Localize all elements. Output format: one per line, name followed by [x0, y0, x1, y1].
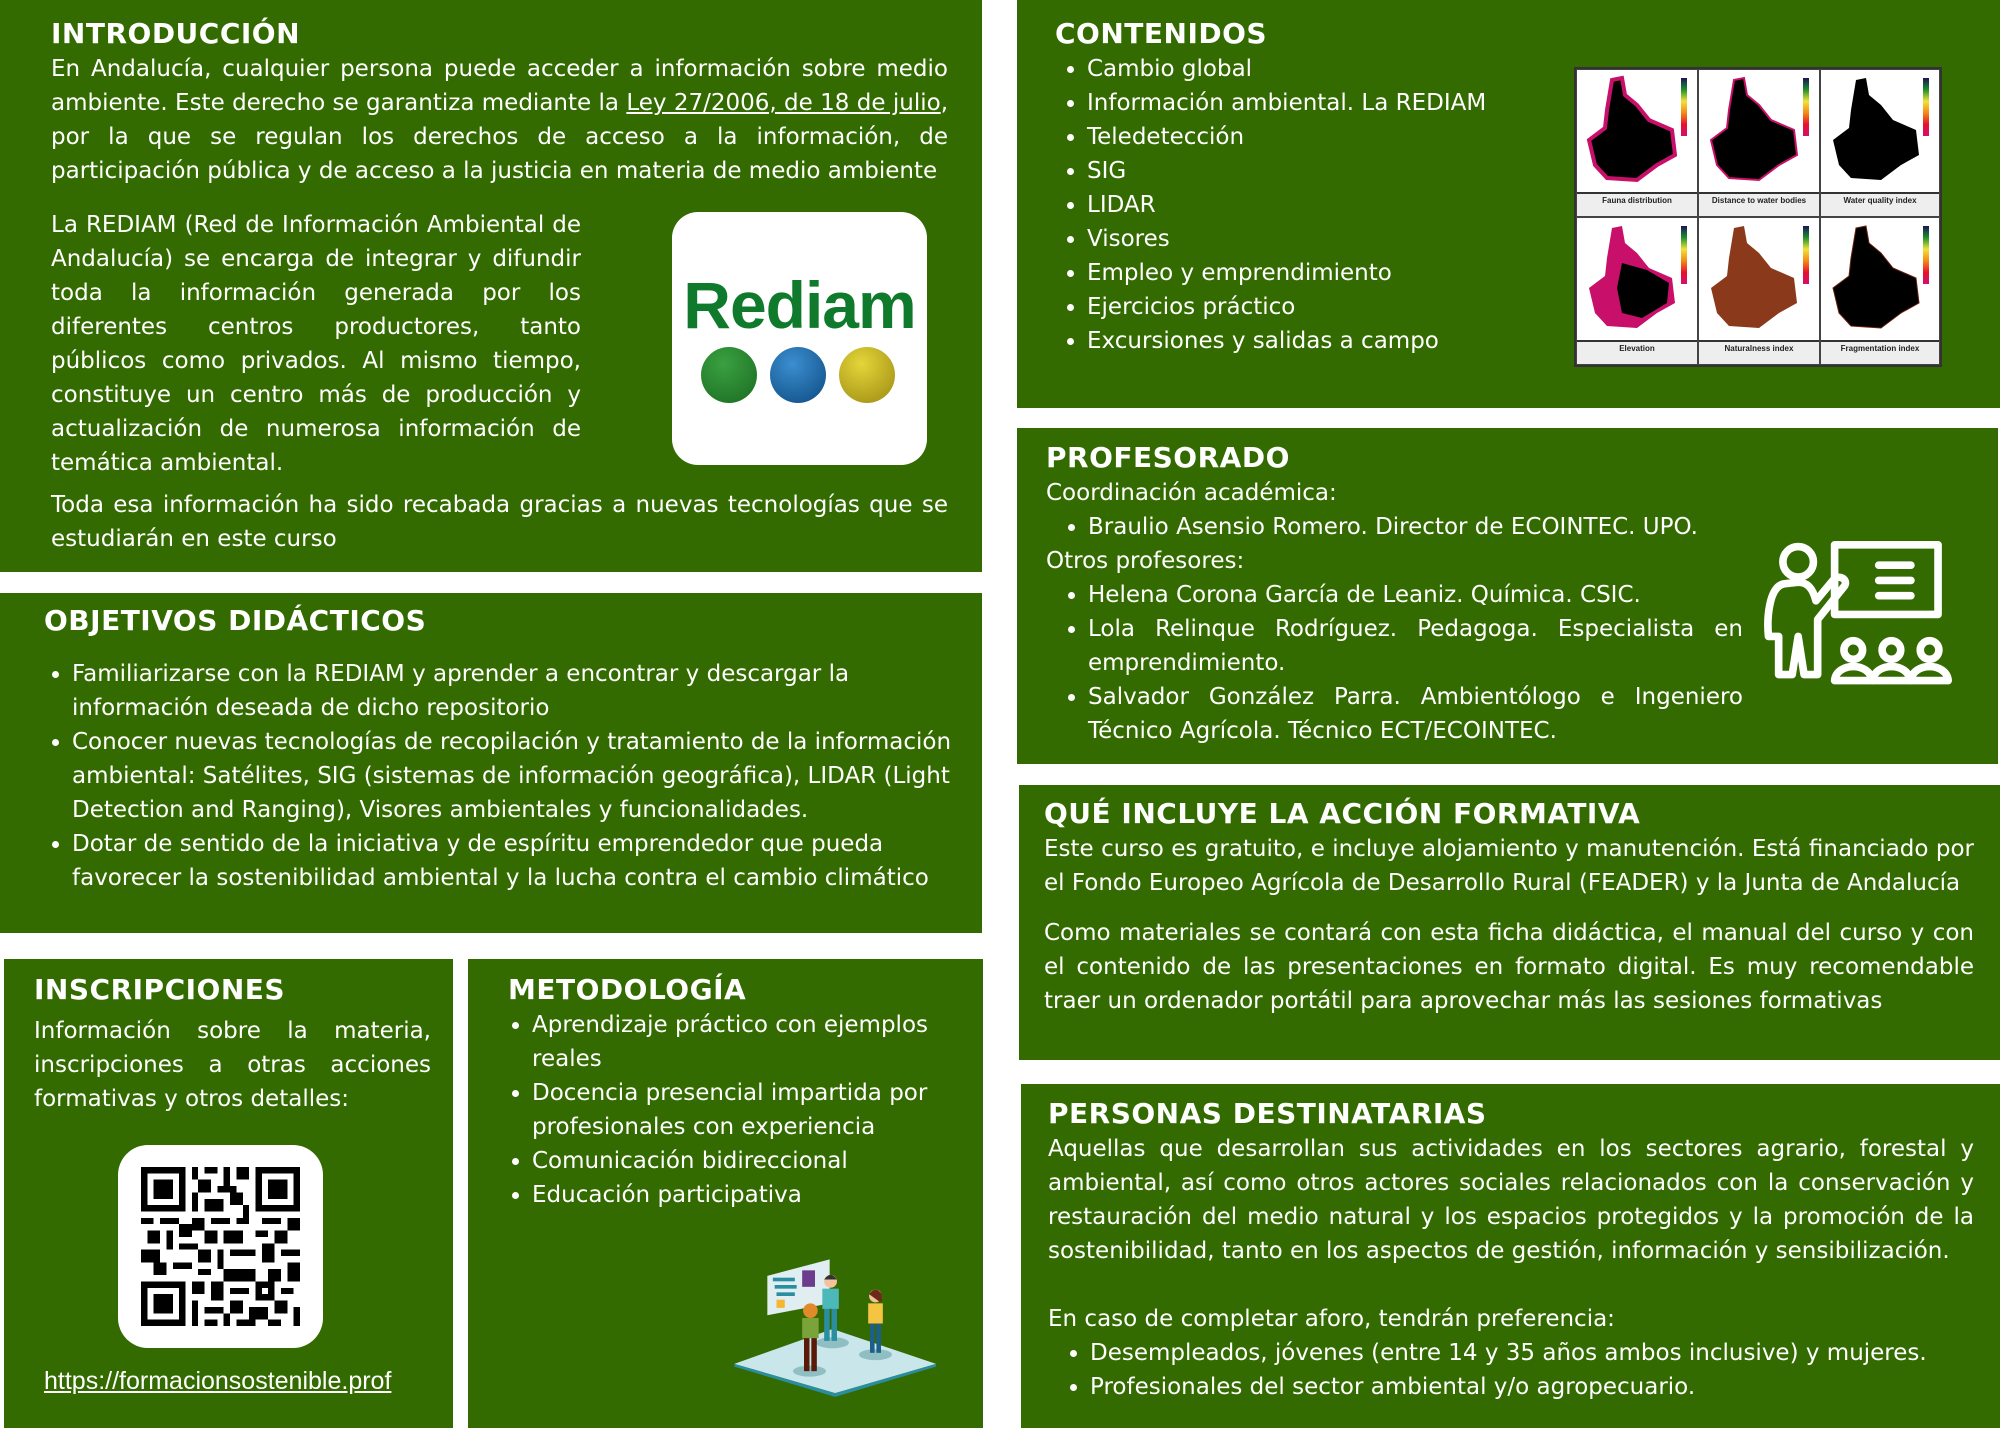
region-map-icon: [1699, 70, 1819, 190]
map-elevation: [1576, 217, 1698, 365]
map-naturalness: [1698, 217, 1820, 365]
legend-colorbar: [1803, 226, 1809, 284]
rediam-logo-text: Rediam: [683, 268, 916, 342]
list-item: • Profesionales del sector ambiental y/o agropecuario.: [1090, 1370, 1974, 1404]
map-label: Fragmentation index: [1821, 340, 1939, 364]
region-map-icon: [1699, 218, 1819, 338]
list-item: • Información ambiental. La REDIAM: [1087, 86, 1980, 120]
map-fauna-distribution: [1576, 69, 1698, 217]
coordination-list: [1046, 510, 1743, 544]
map-label: Distance to water bodies: [1699, 192, 1819, 216]
list-item: • Helena Corona García de Leaniz. Química. CSIC.: [1088, 578, 1743, 612]
legend-colorbar: [1803, 78, 1809, 136]
intro-paragraph-3: Toda esa información ha sido recabada gracias a nuevas tecnologías que se estudiarán en este curso: [51, 492, 948, 552]
registration-link[interactable]: https://formacionsostenible.prof: [44, 1367, 392, 1395]
list-item: • Comunicación bidireccional: [532, 1144, 963, 1178]
metodologia-list: [508, 1008, 963, 1212]
list-item: • Excursiones y salidas a campo: [1087, 324, 1980, 358]
list-item: • Conocer nuevas tecnologías de recopilación y tratamiento de la información ambiental: Satélites, SIG (sistemas de información geográfica), LIDAR (Light Detection and Ranging), Visores ambientales y funcionalidades.: [72, 725, 952, 827]
personas-title: PERSONAS DESTINATARIAS: [1048, 1097, 1487, 1130]
inscripciones-title: INSCRIPCIONES: [34, 973, 286, 1006]
teacher-presentation-icon: [1760, 530, 1955, 692]
list-item: • Empleo y emprendimiento: [1087, 256, 1980, 290]
contenidos-panel: [1017, 0, 2000, 408]
inscripciones-text: Información sobre la materia, inscripciones a otras acciones formativas y otros detalles:: [34, 1018, 431, 1112]
legend-colorbar: [1923, 78, 1929, 136]
map-fragmentation: [1820, 217, 1940, 365]
classroom-illustration-icon: [727, 1254, 947, 1404]
objetivos-title: OBJETIVOS DIDÁCTICOS: [44, 604, 427, 637]
list-item: • Ejercicios práctico: [1087, 290, 1980, 324]
intro-text: En Andalucía, cualquier persona puede acceder a información sobre medio ambiente. Este derecho se garantiza mediante la: [51, 56, 948, 116]
list-item: • Desempleados, jóvenes (entre 14 y 35 años ambos inclusive) y mujeres.: [1090, 1336, 1974, 1370]
incluye-paragraph-1: Este curso es gratuito, e incluye alojamiento y manutención. Está financiado por el Fondo Europeo Agrícola de Desarrollo Rural (FEADER) y la Junta de Andalucía: [1044, 836, 1974, 896]
list-item: • Salvador González Parra. Ambientólogo e Ingeniero Técnico Agrícola. Técnico ECT/ECOINTEC.: [1088, 680, 1743, 748]
intro-text-end: , por la que se regulan los derechos de acceso a la información, de participación pública y de acceso a la justicia en materia de medio ambiente: [51, 90, 948, 184]
list-item: • LIDAR: [1087, 188, 1980, 222]
incluye-paragraph-2: Como materiales se contará con esta ficha didáctica, el manual del curso y con el contenido de las presentaciones en formato digital. Es muy recomendable traer un ordenador portátil para aprovechar más las sesiones formativas: [1044, 920, 1974, 1014]
inscripciones-panel: [4, 959, 453, 1428]
list-item: • Educación participativa: [532, 1178, 963, 1212]
list-item: • Familiarizarse con la REDIAM y aprender a encontrar y descargar la información deseada de dicho repositorio: [72, 657, 952, 725]
incluye-title: QUÉ INCLUYE LA ACCIÓN FORMATIVA: [1044, 797, 1641, 830]
list-item: • Cambio global: [1087, 52, 1980, 86]
intro-panel: [0, 0, 982, 572]
intro-paragraph-2: La REDIAM (Red de Información Ambiental de Andalucía) se encarga de integrar y difundir toda la información generada por los diferentes centros productores, tanto públicos como privados. Al mismo tiempo, constituye un centro más de producción y actualización de numerosa información de temática ambiental.: [51, 212, 581, 476]
map-water-quality: [1820, 69, 1940, 217]
legend-colorbar: [1681, 226, 1687, 284]
blue-dot-icon: [770, 347, 826, 403]
map-label: Naturalness index: [1699, 340, 1819, 364]
region-map-icon: [1577, 218, 1697, 338]
personas-panel: [1021, 1084, 2000, 1428]
profesorado-body: [1046, 476, 1743, 748]
list-item: • Docencia presencial impartida por profesionales con experiencia: [532, 1076, 963, 1144]
map-label: Elevation: [1577, 340, 1697, 364]
list-item: • Visores: [1087, 222, 1980, 256]
preference-list: [1048, 1336, 1974, 1404]
region-map-icon: [1577, 70, 1697, 190]
qr-code-icon: [140, 1167, 301, 1326]
list-item: • SIG: [1087, 154, 1980, 188]
maps-figure: [1574, 67, 1942, 367]
list-item: • Aprendizaje práctico con ejemplos reales: [532, 1008, 963, 1076]
map-label: Fauna distribution: [1577, 192, 1697, 216]
incluye-panel: [1019, 785, 2000, 1060]
objetivos-list: [44, 657, 952, 895]
yellow-dot-icon: [839, 347, 895, 403]
legend-colorbar: [1923, 226, 1929, 284]
metodologia-title: METODOLOGÍA: [508, 973, 747, 1006]
legend-colorbar: [1681, 78, 1687, 136]
green-dot-icon: [701, 347, 757, 403]
coordination-label: Coordinación académica:: [1046, 480, 1337, 506]
contenidos-title: CONTENIDOS: [1055, 17, 1268, 50]
list-item: • Teledetección: [1087, 120, 1980, 154]
profesorado-title: PROFESORADO: [1046, 441, 1290, 474]
profesorado-panel: [1017, 428, 1998, 764]
objetivos-panel: [0, 593, 982, 933]
other-teachers-label: Otros profesores:: [1046, 548, 1245, 574]
other-teachers-list: [1046, 578, 1743, 748]
map-label: Water quality index: [1821, 192, 1939, 216]
law-link[interactable]: Ley 27/2006, de 18 de julio: [626, 90, 941, 116]
list-item: • Dotar de sentido de la iniciativa y de espíritu emprendedor que pueda favorecer la sostenibilidad ambiental y la lucha contra el cambio climático: [72, 827, 952, 895]
map-distance-water: [1698, 69, 1820, 217]
personas-paragraph-2: En caso de completar aforo, tendrán preferencia:: [1048, 1306, 1615, 1332]
qr-code[interactable]: [118, 1145, 323, 1348]
personas-paragraph-1: Aquellas que desarrollan sus actividades en los sectores agrario, forestal y ambiental, así como otros actores sociales relacionados con la conservación y restauración del medio natural y los espacios protegidos y la promoción de la sostenibilidad, tanto en los aspectos de gestión, información y sensibilización.: [1048, 1136, 1974, 1264]
list-item: • Braulio Asensio Romero. Director de ECOINTEC. UPO.: [1088, 510, 1743, 544]
list-item: • Lola Relinque Rodríguez. Pedagoga. Especialista en emprendimiento.: [1088, 612, 1743, 680]
rediam-logo: [672, 212, 927, 465]
metodologia-panel: [468, 959, 983, 1428]
intro-paragraph-1: [51, 52, 948, 188]
intro-title: INTRODUCCIÓN: [51, 17, 301, 50]
